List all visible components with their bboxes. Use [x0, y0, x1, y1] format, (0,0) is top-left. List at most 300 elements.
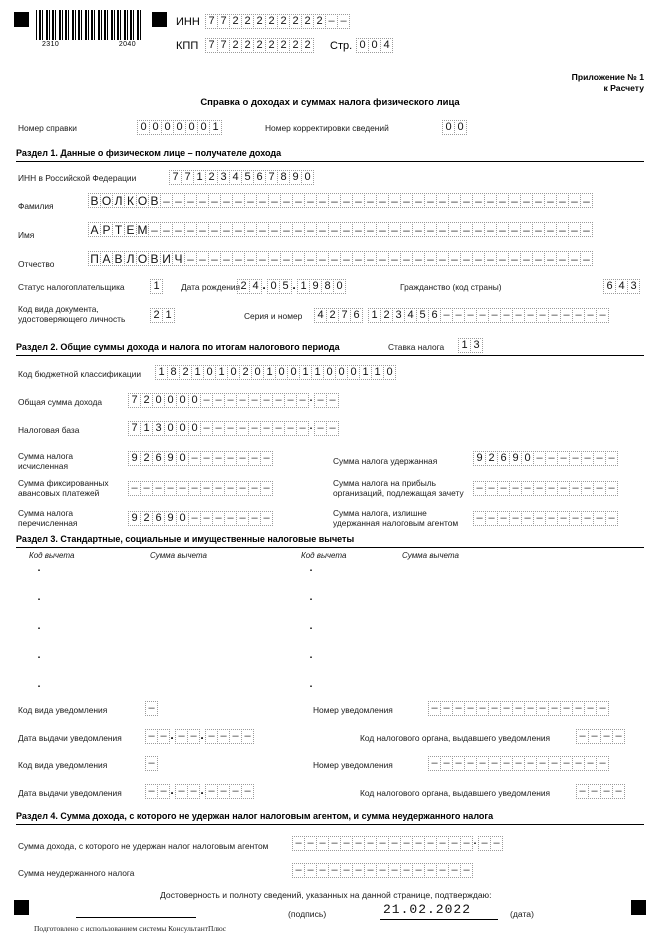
unwithheld-income-integer-cells[interactable]: [292, 836, 472, 851]
form-cell[interactable]: Л: [124, 251, 137, 266]
form-cell[interactable]: 0: [275, 365, 288, 380]
document-code-label: [18, 305, 146, 324]
form-cell[interactable]: [260, 511, 273, 526]
tax-calculated-label: [18, 452, 128, 471]
form-cell[interactable]: 0: [442, 120, 455, 135]
form-cell[interactable]: 0: [301, 170, 314, 185]
deduction-row[interactable]: [298, 592, 314, 607]
tax-calculated-label-line2: исчисленная: [18, 460, 68, 471]
form-cell[interactable]: 2: [265, 14, 278, 29]
form-cell[interactable]: О: [137, 194, 148, 208]
patronymic-cells[interactable]: [88, 251, 592, 266]
form-cell[interactable]: 8: [321, 279, 334, 294]
form-cell[interactable]: И: [160, 251, 173, 266]
form-cell[interactable]: 2: [237, 279, 250, 294]
inn-value-cells[interactable]: [205, 14, 349, 29]
tax-transferred-label-line2: перечисленная: [18, 517, 78, 528]
form-cell[interactable]: 0: [227, 365, 240, 380]
form-cell[interactable]: 9: [473, 451, 486, 466]
registration-mark-top-left: [14, 12, 29, 27]
notification-date-separator-2: .: [200, 783, 204, 797]
form-cell[interactable]: 3: [627, 279, 640, 294]
form-cell[interactable]: 2: [140, 511, 153, 526]
tax-excess-label: [333, 509, 488, 528]
registration-mark-bottom-right: [631, 900, 646, 915]
form-cell[interactable]: 6: [350, 308, 363, 323]
section3-divider: [16, 547, 644, 548]
birth-day-cells[interactable]: [237, 279, 261, 294]
page-label: Стр.: [330, 40, 353, 52]
form-cell[interactable]: 6: [603, 279, 616, 294]
total-income-decimal-cells[interactable]: [314, 393, 338, 408]
notification-number-label: Номер уведомления: [313, 760, 393, 770]
notification-number-cells[interactable]: [428, 756, 608, 771]
deduction-row[interactable]: [298, 679, 314, 694]
form-cell[interactable]: 1: [368, 308, 381, 323]
notification-block[interactable]: [0, 755, 660, 810]
inn-label: ИНН: [176, 16, 200, 28]
form-cell[interactable]: 0: [188, 393, 201, 408]
form-cell[interactable]: [580, 251, 593, 266]
notification-authority-label: Код налогового органа, выдавшего уведомления: [360, 733, 551, 743]
form-cell[interactable]: 3: [470, 338, 483, 353]
section3-heading: Раздел 3. Стандартные, социальные и имущественные налоговые вычеты: [16, 534, 355, 544]
tax-base-integer-cells[interactable]: [128, 421, 308, 436]
form-cell[interactable]: 2: [289, 38, 302, 53]
form-cell[interactable]: [260, 481, 273, 496]
form-cell[interactable]: 1: [263, 365, 276, 380]
tax-base-cells[interactable]: [128, 421, 338, 436]
form-cell[interactable]: 0: [164, 393, 177, 408]
form-cell[interactable]: 3: [217, 170, 230, 185]
form-cell[interactable]: 2: [150, 308, 163, 323]
form-cell[interactable]: 6: [152, 451, 165, 466]
form-cell[interactable]: 0: [521, 451, 534, 466]
form-cell[interactable]: 2: [253, 38, 266, 53]
section4-heading: Раздел 4. Сумма дохода, с которого не удержан налог налоговым агентом, и сумма неудержанного налога: [16, 811, 494, 821]
form-cell[interactable]: [612, 784, 625, 799]
tax-excess-cells[interactable]: [473, 511, 617, 526]
form-cell[interactable]: 0: [197, 120, 210, 135]
form-cell[interactable]: 0: [176, 393, 189, 408]
form-cell[interactable]: 4: [615, 279, 628, 294]
form-cell[interactable]: 2: [241, 38, 254, 53]
form-cell[interactable]: 3: [392, 308, 405, 323]
form-cell[interactable]: 0: [368, 38, 381, 53]
form-cell[interactable]: 1: [155, 365, 168, 380]
form-cell[interactable]: 9: [309, 279, 322, 294]
form-cell[interactable]: Т: [112, 222, 125, 237]
form-cell[interactable]: 1: [299, 365, 312, 380]
form-cell[interactable]: 7: [128, 421, 141, 436]
notification-date-year-cells[interactable]: [205, 729, 253, 744]
form-cell[interactable]: 0: [137, 120, 150, 135]
form-cell[interactable]: 7: [265, 170, 278, 185]
form-cell[interactable]: 2: [229, 14, 242, 29]
form-cell[interactable]: [612, 729, 625, 744]
form-cell[interactable]: 0: [173, 120, 186, 135]
tax-calculated-label-line1: Сумма налога: [18, 451, 74, 461]
surname-cells[interactable]: [88, 193, 592, 208]
form-cell[interactable]: 9: [289, 170, 302, 185]
form-cell[interactable]: 1: [191, 365, 204, 380]
form-cell[interactable]: 9: [164, 511, 177, 526]
deduction-decimal-separator: .: [309, 650, 313, 661]
form-cell[interactable]: 1: [359, 365, 372, 380]
form-cell[interactable]: А: [88, 222, 101, 237]
form-cell[interactable]: 6: [253, 170, 266, 185]
form-cell[interactable]: 2: [265, 38, 278, 53]
form-cell[interactable]: 0: [176, 511, 189, 526]
appendix-line-2: к Расчету: [603, 83, 644, 94]
deduction-decimal-separator: .: [309, 592, 313, 603]
form-cell[interactable]: 0: [164, 421, 177, 436]
form-cell[interactable]: [145, 701, 158, 716]
form-cell[interactable]: 1: [311, 365, 324, 380]
tax-base-label: Налоговая база: [18, 425, 80, 435]
prepared-note: Подготовлено с использованием системы КонсультантПлюс: [34, 924, 227, 933]
profit-tax-label-line2: организаций, подлежащая зачету: [333, 487, 464, 498]
form-cell[interactable]: 9: [128, 511, 141, 526]
profit-tax-cells[interactable]: [473, 481, 617, 496]
notification-authority-label: Код налогового органа, выдавшего уведомления: [360, 788, 551, 798]
section1-divider: [16, 161, 644, 162]
form-cell[interactable]: 2: [301, 14, 314, 29]
document-code-cells[interactable]: [150, 308, 174, 323]
certificate-number-cells[interactable]: [137, 120, 221, 135]
form-cell[interactable]: 0: [176, 421, 189, 436]
notification-date-month-cells[interactable]: [175, 729, 199, 744]
section2-divider: [16, 355, 644, 356]
citizenship-cells[interactable]: [603, 279, 639, 294]
form-cell[interactable]: 0: [251, 365, 264, 380]
form-cell[interactable]: 1: [297, 279, 310, 294]
birthdate-label: Дата рождения: [181, 282, 241, 292]
signature-line[interactable]: [76, 917, 196, 918]
form-cell[interactable]: 0: [323, 365, 336, 380]
deduction-decimal-separator: .: [37, 592, 41, 603]
birthdate-cells[interactable]: [237, 279, 345, 294]
form-cell[interactable]: 0: [176, 451, 189, 466]
form-cell[interactable]: 8: [277, 170, 290, 185]
fixed-advance-cells[interactable]: [128, 481, 272, 496]
form-cell[interactable]: О: [137, 252, 148, 266]
appendix-reference: [440, 72, 644, 94]
form-cell[interactable]: 8: [167, 365, 180, 380]
tax-base-decimal-cells[interactable]: [314, 421, 338, 436]
form-cell[interactable]: 7: [338, 308, 351, 323]
form-cell[interactable]: 2: [277, 14, 290, 29]
form-cell[interactable]: [326, 393, 339, 408]
form-cell[interactable]: 2: [229, 38, 242, 53]
tax-rate-label: Ставка налога: [388, 342, 445, 352]
deduction-code-header-left: Код вычета: [29, 551, 75, 560]
barcode-right-number: 2040: [118, 41, 136, 48]
form-cell[interactable]: 5: [416, 308, 429, 323]
form-cell[interactable]: 4: [380, 38, 393, 53]
deduction-row[interactable]: [26, 650, 42, 665]
form-cell[interactable]: 0: [188, 421, 201, 436]
deduction-decimal-separator: .: [37, 650, 41, 661]
form-cell[interactable]: 2: [140, 451, 153, 466]
form-cell[interactable]: 1: [215, 365, 228, 380]
form-cell[interactable]: 2: [253, 14, 266, 29]
document-code-label-line2: удостоверяющего личность: [18, 313, 126, 324]
tax-withheld-cells[interactable]: [473, 451, 617, 466]
form-cell[interactable]: Л: [112, 193, 125, 208]
deduction-row[interactable]: [26, 592, 42, 607]
form-cell[interactable]: 2: [205, 170, 218, 185]
confirmation-text: Достоверность и полноту сведений, указанных на данной странице, подтверждаю:: [160, 890, 492, 900]
notification-type-cells[interactable]: [145, 756, 157, 771]
form-cell[interactable]: 5: [241, 170, 254, 185]
unwithheld-income-cells[interactable]: [292, 836, 502, 851]
date-caption: (дата): [510, 909, 534, 919]
notification-date-label: Дата выдачи уведомления: [18, 788, 122, 798]
form-cell[interactable]: 2: [313, 14, 326, 29]
notification-date-separator-2: .: [200, 728, 204, 742]
page-value-cells[interactable]: [356, 38, 392, 53]
deduction-decimal-separator: .: [37, 679, 41, 690]
unwithheld-income-decimal-separator: .: [473, 836, 477, 847]
fixed-advance-label: [18, 479, 133, 498]
notification-date-separator-1: .: [170, 728, 174, 742]
form-cell[interactable]: [241, 729, 254, 744]
form-cell[interactable]: 7: [205, 38, 218, 53]
form-cell[interactable]: 0: [454, 120, 467, 135]
profit-tax-label-line1: Сумма налога на прибыль: [333, 478, 436, 488]
form-cell[interactable]: Р: [100, 222, 113, 237]
form-cell[interactable]: 0: [356, 38, 369, 53]
notification-type-cells[interactable]: [145, 701, 157, 716]
correction-number-cells[interactable]: [442, 120, 466, 135]
notification-block[interactable]: [0, 700, 660, 755]
form-cell[interactable]: 2: [241, 14, 254, 29]
document-series-number-cells[interactable]: [314, 308, 608, 323]
form-cell[interactable]: 6: [152, 511, 165, 526]
form-cell[interactable]: 2: [239, 365, 252, 380]
form-cell[interactable]: 1: [162, 308, 175, 323]
total-income-integer-cells[interactable]: [128, 393, 308, 408]
form-cell[interactable]: В: [148, 251, 161, 266]
document-number-label: Серия и номер: [244, 311, 303, 321]
taxpayer-status-label: Статус налогоплательщика: [18, 282, 125, 292]
form-cell[interactable]: 0: [161, 120, 174, 135]
form-cell[interactable]: 0: [383, 365, 396, 380]
form-cell[interactable]: 6: [428, 308, 441, 323]
deduction-row[interactable]: [26, 621, 42, 636]
notification-date-cells[interactable]: [145, 784, 253, 799]
deduction-decimal-separator: .: [309, 621, 313, 632]
form-cell[interactable]: В: [112, 251, 125, 266]
tax-rate-cells[interactable]: [458, 338, 482, 353]
form-cell[interactable]: 0: [335, 365, 348, 380]
form-cell[interactable]: 0: [152, 393, 165, 408]
form-cell[interactable]: [460, 863, 473, 878]
notification-authority-cells[interactable]: [576, 729, 624, 744]
form-cell[interactable]: [596, 308, 609, 323]
birth-year-cells[interactable]: [297, 279, 345, 294]
unwithheld-tax-cells[interactable]: [292, 863, 472, 878]
form-cell[interactable]: 7: [205, 14, 218, 29]
form-cell[interactable]: [605, 481, 618, 496]
form-cell[interactable]: [596, 756, 609, 771]
form-cell[interactable]: [580, 193, 593, 208]
patronymic-label: Отчество: [18, 259, 55, 269]
total-income-label: Общая сумма дохода: [18, 397, 103, 407]
tax-excess-label-line1: Сумма налога, излишне: [333, 508, 427, 518]
document-series-cells[interactable]: [314, 308, 362, 323]
notification-date-year-cells[interactable]: [205, 784, 253, 799]
deduction-row[interactable]: [26, 679, 42, 694]
tax-calculated-cells[interactable]: [128, 451, 272, 466]
deduction-row[interactable]: [298, 650, 314, 665]
form-cell[interactable]: 4: [404, 308, 417, 323]
signature-caption: (подпись): [288, 909, 327, 919]
notification-date-day-cells[interactable]: [145, 729, 169, 744]
form-cell[interactable]: Ч: [172, 251, 185, 266]
form-cell[interactable]: П: [88, 251, 101, 266]
form-cell[interactable]: 7: [128, 393, 141, 408]
notification-date-day-cells[interactable]: [145, 784, 169, 799]
form-cell[interactable]: К: [124, 193, 137, 208]
form-cell[interactable]: [241, 784, 254, 799]
form-cell[interactable]: 5: [279, 279, 292, 294]
registration-mark-bottom-left: [14, 900, 29, 915]
form-cell[interactable]: 4: [229, 170, 242, 185]
date-line: [380, 919, 498, 920]
tax-excess-label-line2: удержанная налоговым агентом: [333, 517, 459, 528]
document-number-cells[interactable]: [368, 308, 608, 323]
form-cell[interactable]: 2: [140, 393, 153, 408]
taxpayer-status-cells[interactable]: [150, 279, 162, 294]
form-cell[interactable]: 1: [371, 365, 384, 380]
form-cell[interactable]: 0: [185, 120, 198, 135]
surname-label: Фамилия: [18, 201, 54, 211]
registration-mark-top-right: [152, 12, 167, 27]
form-cell[interactable]: [580, 222, 593, 237]
tax-transferred-label-line1: Сумма налога: [18, 508, 74, 518]
deduction-decimal-separator: .: [37, 563, 41, 574]
form-cell[interactable]: [260, 451, 273, 466]
form-cell[interactable]: Е: [124, 222, 137, 237]
deduction-row[interactable]: [26, 563, 42, 578]
firstname-cells[interactable]: [88, 222, 592, 237]
form-cell[interactable]: 4: [249, 279, 262, 294]
kbk-cells[interactable]: [155, 365, 395, 380]
correction-number-label: Номер корректировки сведений: [265, 123, 389, 133]
form-cell[interactable]: 7: [169, 170, 182, 185]
form-cell[interactable]: 2: [277, 38, 290, 53]
form-cell[interactable]: [145, 756, 158, 771]
notification-number-cells[interactable]: [428, 701, 608, 716]
form-cell[interactable]: 3: [152, 421, 165, 436]
form-cell[interactable]: 2: [485, 451, 498, 466]
notification-number-label: Номер уведомления: [313, 705, 393, 715]
birthdate-separator-2: .: [292, 278, 296, 292]
deduction-row[interactable]: [298, 621, 314, 636]
unwithheld-tax-label: Сумма неудержанного налога: [18, 868, 135, 878]
notifications-block[interactable]: [0, 700, 660, 810]
form-cell[interactable]: 1: [209, 120, 222, 135]
form-cell[interactable]: 2: [380, 308, 393, 323]
inn-rf-cells[interactable]: [169, 170, 313, 185]
tax-transferred-cells[interactable]: [128, 511, 272, 526]
section2-heading: Раздел 2. Общие суммы дохода и налога по итогам налогового периода: [16, 342, 340, 352]
form-cell[interactable]: 9: [128, 451, 141, 466]
form-cell[interactable]: 0: [267, 279, 280, 294]
form-cell[interactable]: 9: [164, 451, 177, 466]
form-cell[interactable]: 0: [287, 365, 300, 380]
form-cell[interactable]: 1: [150, 279, 163, 294]
deductions-left-column[interactable]: [26, 563, 42, 708]
notification-type-label: Код вида уведомления: [18, 760, 108, 770]
deduction-row[interactable]: [298, 563, 314, 578]
form-cell[interactable]: 0: [203, 365, 216, 380]
form-cell[interactable]: 7: [181, 170, 194, 185]
form-cell[interactable]: 1: [193, 170, 206, 185]
birthdate-separator-1: .: [262, 278, 266, 292]
form-cell[interactable]: [605, 451, 618, 466]
unwithheld-income-decimal-cells[interactable]: [478, 836, 502, 851]
notification-date-cells[interactable]: [145, 729, 253, 744]
form-cell[interactable]: [337, 14, 350, 29]
form-cell[interactable]: 0: [347, 365, 360, 380]
form-cell[interactable]: 9: [509, 451, 522, 466]
form-cell[interactable]: 0: [149, 120, 162, 135]
tax-withheld-label: Сумма налога удержанная: [333, 456, 438, 466]
kbk-label: Код бюджетной классификации: [18, 369, 142, 379]
certificate-number-label: Номер справки: [18, 123, 77, 133]
form-cell[interactable]: [605, 511, 618, 526]
deduction-decimal-separator: .: [309, 563, 313, 574]
form-cell[interactable]: 0: [333, 279, 346, 294]
deductions-right-column[interactable]: [298, 563, 314, 708]
form-cell[interactable]: 6: [497, 451, 510, 466]
deduction-code-header-right: Код вычета: [301, 551, 347, 560]
form-cell[interactable]: А: [100, 251, 113, 266]
notification-date-month-cells[interactable]: [175, 784, 199, 799]
form-cell[interactable]: [596, 701, 609, 716]
notification-authority-cells[interactable]: [576, 784, 624, 799]
form-cell[interactable]: М: [137, 223, 148, 237]
form-cell[interactable]: 2: [289, 14, 302, 29]
form-cell[interactable]: 1: [458, 338, 471, 353]
kpp-label: КПП: [176, 40, 199, 52]
form-cell[interactable]: 2: [301, 38, 314, 53]
form-cell[interactable]: 1: [140, 421, 153, 436]
total-income-cells[interactable]: [128, 393, 338, 408]
form-cell[interactable]: 4: [314, 308, 327, 323]
form-cell[interactable]: В: [148, 193, 161, 208]
signature-date[interactable]: 21.02.2022: [383, 902, 472, 917]
form-cell[interactable]: 7: [217, 14, 230, 29]
kpp-value-cells[interactable]: [205, 38, 313, 53]
birth-month-cells[interactable]: [267, 279, 291, 294]
form-cell[interactable]: 7: [217, 38, 230, 53]
form-cell[interactable]: [490, 836, 503, 851]
form-cell[interactable]: О: [101, 194, 112, 208]
page-title: Справка о доходах и суммах налога физического лица: [200, 97, 460, 108]
form-cell[interactable]: 2: [179, 365, 192, 380]
form-cell[interactable]: [326, 421, 339, 436]
tax-base-decimal-separator: .: [309, 421, 313, 432]
barcode-left-number: 2310: [42, 41, 60, 48]
profit-tax-label: [333, 479, 483, 498]
form-cell[interactable]: 2: [326, 308, 339, 323]
citizenship-label: Гражданство (код страны): [400, 282, 502, 292]
form-cell[interactable]: В: [88, 193, 101, 208]
